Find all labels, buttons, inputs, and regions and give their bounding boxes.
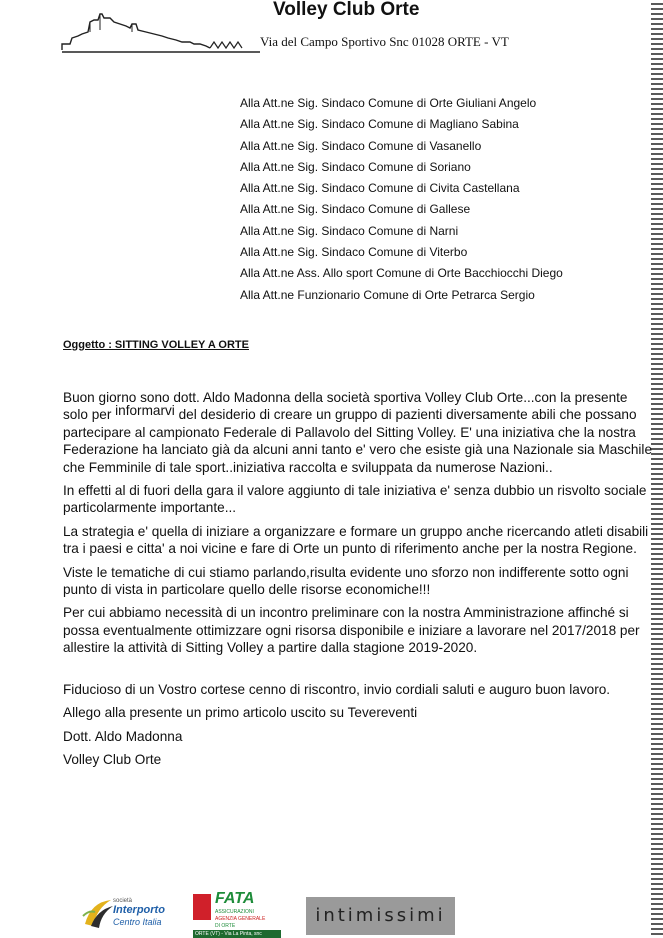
sponsor-interporto-logo: [75, 890, 175, 934]
recipient-list: [240, 95, 563, 308]
paragraph-social-value: In effetti al di fuori della gara il valore aggiunto di tale iniziativa e' senza dubbio un risvolto sociale particolarmente importante...: [63, 483, 647, 516]
fata-line1: ASSICURAZIONI: [215, 909, 254, 915]
sponsor-logos: [75, 888, 655, 938]
signature-club: Volley Club Orte: [63, 751, 162, 767]
interporto-line1: società: [113, 898, 133, 904]
club-name: Volley Club Orte: [273, 0, 420, 20]
paragraph-strategy: La strategia e' quella di iniziare a organizzare e formare un gruppo anche ricercando atleti disabili tra i paesi e citta' a noi vicine e fare di Orte un punto di riferimento anche per la nostra Regione.: [63, 523, 649, 557]
fata-mark-icon: [193, 894, 211, 920]
recipient-line: Alla Att.ne Sig. Sindaco Comune di Soriano: [240, 159, 471, 174]
paragraph-intro: [63, 389, 653, 476]
recipient-line: Alla Att.ne Ass. Allo sport Comune di Orte Bacchiocchi Diego: [240, 266, 563, 281]
recipient-line: Alla Att.ne Sig. Sindaco Comune di Civita Castellana: [240, 181, 520, 196]
paragraph-intro-end: del desiderio di creare un gruppo di pazienti diversamente abili che possano partecipare al campionato Federale di Pallavolo del Sitting Volley. E' una iniziativa che la nostra Federazione ha lanciato già da alcuni anni tanto e' vero che esiste già una Nazionale sia Maschile che Femminile di tale sport..iniziativa raccolta e sviluppata da numerose Nazioni..: [63, 407, 653, 475]
recipient-line: Alla Att.ne Sig. Sindaco Comune di Narni: [240, 223, 459, 238]
signature-name: Dott. Aldo Madonna: [63, 728, 183, 744]
interporto-swoosh-icon: [81, 896, 115, 930]
recipient-line: Alla Att.ne Sig. Sindaco Comune di Magliano Sabina: [240, 117, 519, 132]
sponsor-intimissimi-logo: [306, 897, 455, 935]
paragraph-resources: Viste le tematiche di cui stiamo parlando,risulta evidente uno sforzo non indifferente sotto ogni punto di vista in particolare quello delle risorse economiche!!!: [63, 564, 629, 598]
fata-brand: FATA: [215, 890, 255, 907]
intimissimi-label: intimissimi: [315, 905, 446, 926]
recipient-line: Alla Att.ne Sig. Sindaco Comune di Orte Giuliani Angelo: [240, 96, 537, 110]
orte-skyline-logo: [60, 8, 260, 56]
raised-word: informarvi: [115, 403, 175, 419]
sponsor-fata-logo: [193, 888, 293, 938]
fata-address-bar: ORTE (VT) - Via La Pinta, snc: [193, 930, 281, 938]
recipient-line: Alla Att.ne Sig. Sindaco Comune di Vasanello: [240, 138, 482, 153]
recipient-line: Alla Att.ne Sig. Sindaco Comune di Gallese: [240, 202, 471, 217]
paragraph-meeting-request: Per cui abbiamo necessità di un incontro preliminare con la nostra Amministrazione affinché si possa eventualmente ottimizzare ogni risorsa disponibile e iniziare a lavorare nel 2017/2018 per allestire la attività di Sitting Volley a partire dalla stagione 2019-2020.: [63, 605, 640, 656]
club-address: Via del Campo Sportivo Snc 01028 ORTE - VT: [260, 34, 509, 49]
interporto-line2: Interporto: [113, 904, 165, 916]
letter-subject: Oggetto : SITTING VOLLEY A ORTE: [63, 339, 249, 351]
interporto-line3: Centro Italia: [113, 917, 162, 927]
paragraph-intro-start: Buon giorno sono dott. Aldo Madonna della società sportiva Volley Club Orte...con la presente solo per: [63, 390, 628, 423]
recipient-line: Alla Att.ne Sig. Sindaco Comune di Viterbo: [240, 245, 468, 260]
fata-line3: DI ORTE: [215, 923, 236, 929]
fata-line2: AGENZIA GENERALE: [215, 916, 266, 922]
recipient-line: Alla Att.ne Funzionario Comune di Orte Petrarca Sergio: [240, 287, 535, 302]
letter-body: [63, 389, 653, 774]
paragraph-attachment: Allego alla presente un primo articolo uscito su Tevereventi: [63, 705, 418, 721]
paragraph-closing: Fiducioso di un Vostro cortese cenno di riscontro, invio cordiali saluti e auguro buon lavoro.: [63, 681, 611, 697]
